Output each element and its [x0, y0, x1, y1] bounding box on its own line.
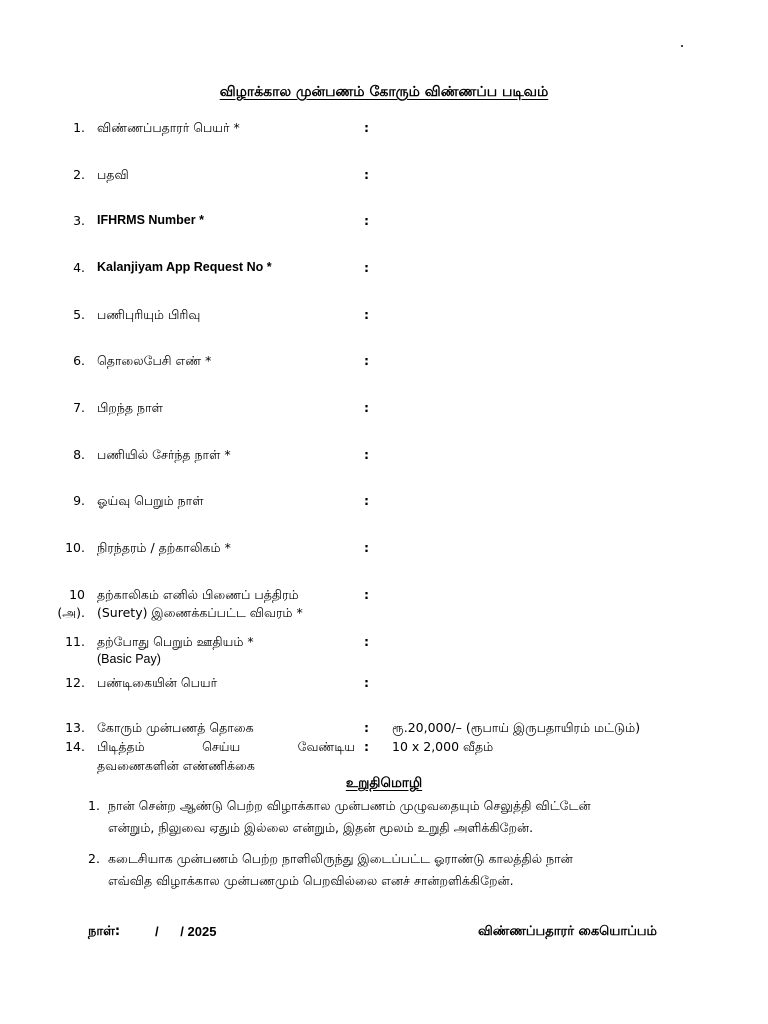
field-number: 3. [73, 213, 85, 228]
applicant-signature-label: விண்ணப்பதாரர் கையொப்பம் [478, 924, 657, 939]
field-label-word: செய்ய [202, 739, 241, 754]
field-label: நிரந்தரம் / தற்காலிகம் * [97, 540, 231, 555]
field-label: IFHRMS Number * [97, 213, 204, 227]
field-label-continued: (Surety) இணைக்கப்பட்ட விவரம் * [97, 605, 303, 620]
field-label-word: பிடித்தம் [97, 739, 145, 754]
field-label: பதவி [97, 167, 129, 182]
speck [681, 45, 683, 47]
pledge-item [88, 795, 708, 839]
pledge-line: எவ்வித விழாக்கால முன்பணமும் பெறவில்லை எனச் சான்றளிக்கிறேன். [108, 873, 514, 888]
field-subnumber: (அ). [57, 605, 85, 620]
advance-amount-value: ரூ.20,000/– (ரூபாய் இருபதாயிரம் மட்டும்) [392, 720, 641, 735]
field-colon: : [364, 493, 369, 508]
pledge-number: 1. [88, 798, 100, 813]
field-number: 1. [73, 120, 85, 135]
field-number: 8. [73, 447, 85, 462]
field-colon: : [364, 675, 369, 690]
field-label: தற்போது பெறும் ஊதியம் * [97, 634, 254, 649]
field-number: 10. [65, 540, 85, 555]
field-number: 14. [65, 739, 85, 754]
field-label: பணியில் சேர்ந்த நாள் * [97, 447, 231, 462]
field-colon: : [364, 720, 369, 735]
field-colon: : [364, 307, 369, 322]
pledge-title: உறுதிமொழி [345, 775, 423, 791]
installments-value: 10 x 2,000 வீதம் [392, 739, 494, 754]
field-number: 2. [73, 167, 85, 182]
field-number: 7. [73, 400, 85, 415]
field-label: பணிபுரியும் பிரிவு [97, 307, 201, 322]
field-colon: : [364, 260, 369, 275]
field-label-continued: தவணைகளின் எண்ணிக்கை [97, 758, 255, 773]
field-colon: : [364, 447, 369, 462]
field-colon: : [364, 213, 369, 228]
field-number: 12. [65, 675, 85, 690]
pledge-item [88, 848, 708, 892]
field-label: Kalanjiyam App Request No * [97, 260, 272, 274]
field-label: தொலைபேசி எண் * [97, 353, 212, 368]
pledge-line: கடைசியாக முன்பணம் பெற்ற நாளிலிருந்து இடைப்பட்ட ஓராண்டு காலத்தில் நான் [108, 851, 573, 866]
pledge-line: என்றும், நிலுவை ஏதும் இல்லை என்றும், இதன் மூலம் உறுதி அளிக்கிறேன். [108, 820, 534, 835]
field-number: 6. [73, 353, 85, 368]
pledge-line: நான் சென்ற ஆண்டு பெற்ற விழாக்கால முன்பணம் முழுவதையும் செலுத்தி விட்டேன் [108, 798, 591, 813]
field-label: ஓய்வு பெறும் நாள் [97, 493, 204, 508]
field-colon: : [364, 120, 369, 135]
field-label-word: வேண்டிய [297, 739, 355, 754]
field-label: பிறந்த நாள் [97, 400, 163, 415]
field-number: 4. [73, 260, 85, 275]
field-number: 10 [69, 587, 85, 602]
field-label-continued: (Basic Pay) [97, 652, 161, 666]
date-label: நாள்: [88, 924, 121, 939]
field-label: தற்காலிகம் எனில் பிணைப் பத்திரம் [97, 587, 299, 602]
field-label: பண்டிகையின் பெயர் [97, 675, 218, 690]
field-colon: : [364, 587, 369, 602]
field-colon: : [364, 167, 369, 182]
field-label: கோரும் முன்பணத் தொகை [97, 720, 254, 735]
field-colon: : [364, 400, 369, 415]
form-title: விழாக்கால முன்பணம் கோரும் விண்ணப்ப படிவம் [219, 84, 549, 100]
field-number: 5. [73, 307, 85, 322]
field-number: 9. [73, 493, 85, 508]
field-label [97, 738, 355, 755]
date-value: / / 2025 [155, 924, 217, 939]
pledge-number: 2. [88, 851, 100, 866]
field-number: 13. [65, 720, 85, 735]
field-colon: : [364, 540, 369, 555]
field-number: 11. [65, 634, 85, 649]
field-colon: : [364, 353, 369, 368]
field-colon: : [364, 634, 369, 649]
field-label: விண்ணப்பதாரர் பெயர் * [97, 120, 240, 135]
field-colon: : [364, 739, 369, 754]
